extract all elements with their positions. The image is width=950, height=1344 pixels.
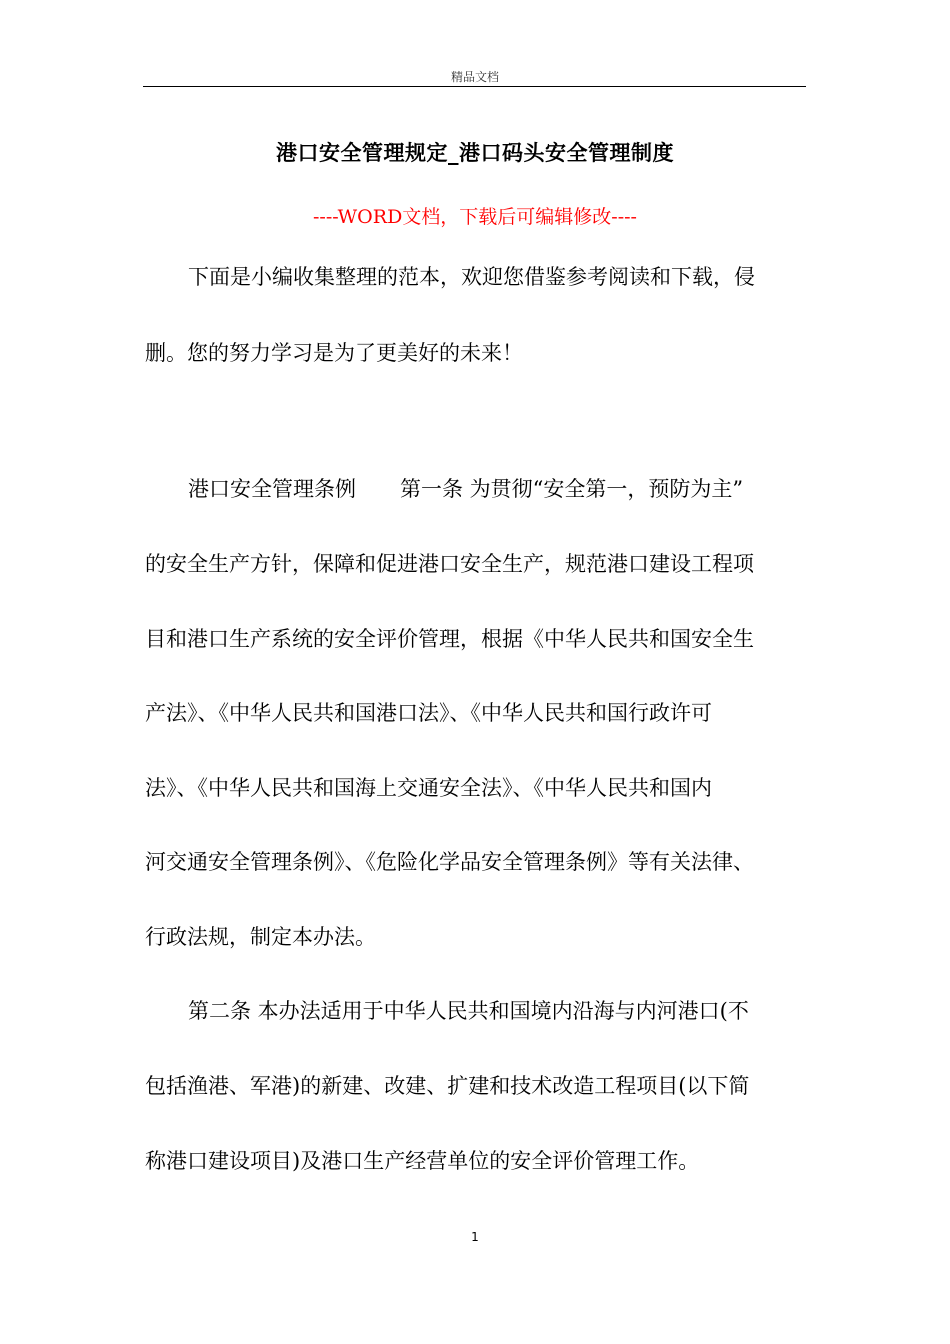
article1-first-line-text: 第一条 为贯彻“安全第一，预防为主” bbox=[400, 477, 744, 501]
article1-line-3: 目和港口生产系统的安全评价管理，根据《中华人民共和国安全生 bbox=[145, 627, 754, 651]
document-subtitle: ----WORD文档，下载后可编辑修改---- bbox=[313, 206, 637, 228]
article2-line-2: 包括渔港、军港)的新建、改建、扩建和技术改造工程项目(以下简 bbox=[145, 1074, 750, 1098]
page-header: 精品文档 bbox=[450, 70, 499, 84]
page-number: 1 bbox=[471, 1230, 479, 1244]
article1-line-4: 产法》、《中华人民共和国港口法》、《中华人民共和国行政许可 bbox=[145, 701, 712, 725]
article2-line-3: 称港口建设项目)及港口生产经营单位的安全评价管理工作。 bbox=[145, 1149, 700, 1173]
article1-line-2: 的安全生产方针，保障和促进港口安全生产，规范港口建设工程项 bbox=[145, 552, 754, 576]
intro-line-2: 删。您的努力学习是为了更美好的未来！ bbox=[145, 341, 523, 365]
document-title: 港口安全管理规定_港口码头安全管理制度 bbox=[276, 140, 674, 165]
intro-line-1: 下面是小编收集整理的范本，欢迎您借鉴参考阅读和下载，侵 bbox=[188, 265, 755, 289]
header-divider bbox=[143, 86, 806, 87]
article2-line-1: 第二条 本办法适用于中华人民共和国境内沿海与内河港口(不 bbox=[188, 999, 749, 1023]
article1-heading: 港口安全管理条例 bbox=[188, 477, 356, 501]
article1-line-5: 法》、《中华人民共和国海上交通安全法》、《中华人民共和国内 bbox=[145, 776, 712, 800]
article1-line-6: 河交通安全管理条例》、《危险化学品安全管理条例》等有关法律、 bbox=[145, 850, 754, 874]
article1-first-line bbox=[188, 474, 743, 504]
article1-line-7: 行政法规，制定本办法。 bbox=[145, 925, 376, 949]
